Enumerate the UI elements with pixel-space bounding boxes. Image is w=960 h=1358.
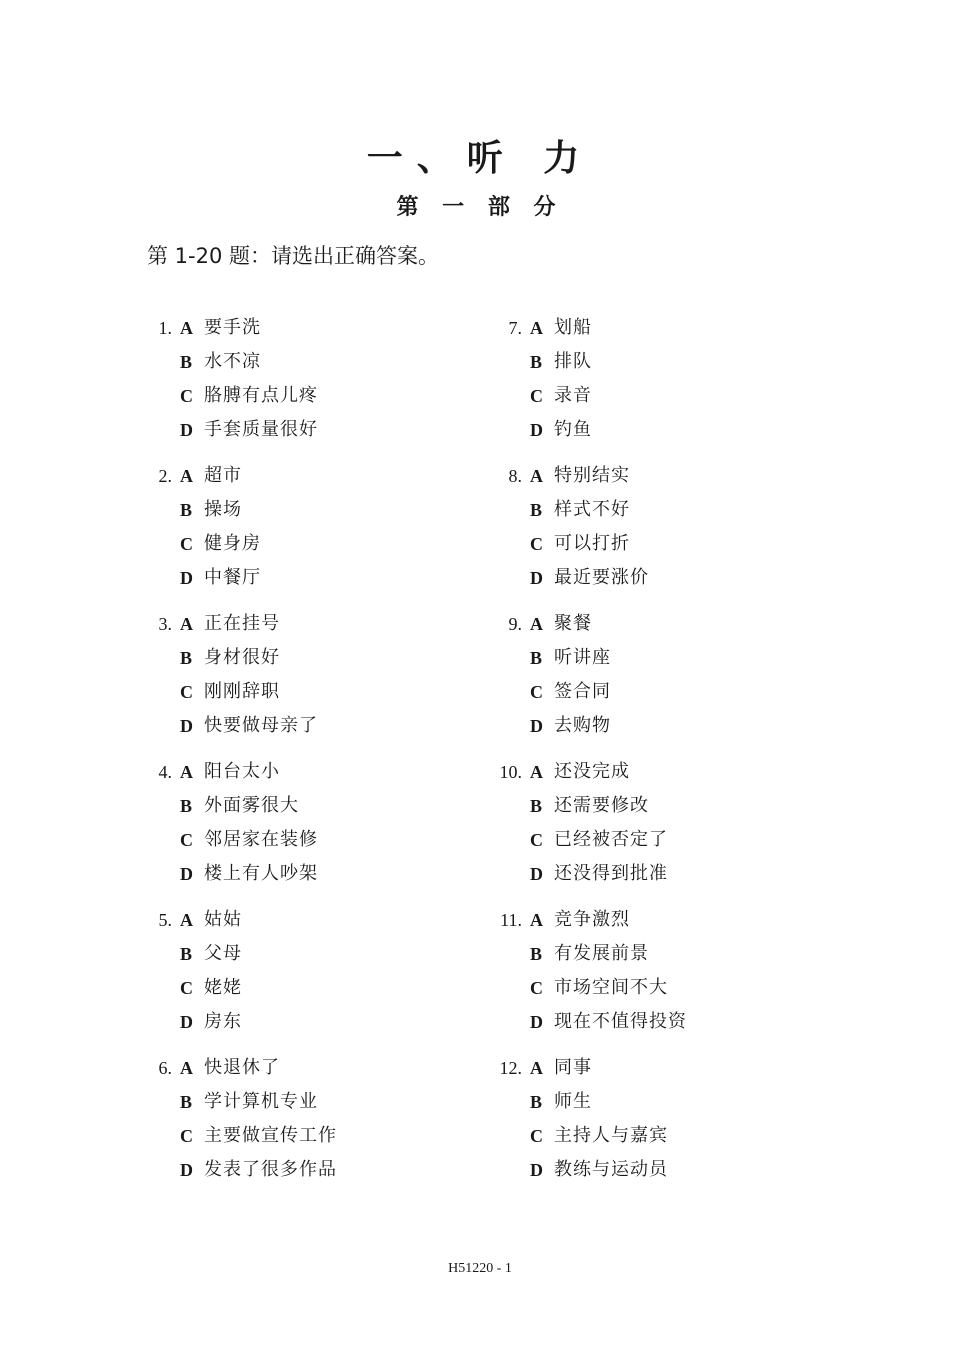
option-text: 中餐厅 [204, 567, 261, 588]
option-text: 快要做母亲了 [204, 715, 318, 736]
option-letter: C [180, 534, 193, 554]
option-text: 手套质量很好 [204, 419, 318, 440]
option-letter: D [180, 1012, 193, 1032]
option-text: 还没得到批准 [554, 863, 668, 884]
option-letter: B [530, 944, 543, 964]
option-text: 听讲座 [554, 647, 611, 668]
option-text: 学计算机专业 [204, 1091, 318, 1112]
option-text: 操场 [204, 499, 242, 520]
option-letter: C [530, 534, 543, 554]
option-letter: D [530, 1012, 543, 1032]
option-letter: D [530, 864, 543, 884]
question-number: 3. [158, 614, 172, 634]
option-letter: D [180, 864, 193, 884]
option-letter: C [530, 978, 543, 998]
option-text: 录音 [554, 385, 592, 406]
option-letter: A [530, 466, 543, 486]
option-letter: C [530, 830, 543, 850]
option-letter: A [530, 910, 543, 930]
option-text: 主要做宣传工作 [204, 1125, 337, 1146]
option-text: 房东 [204, 1011, 242, 1032]
option-text: 市场空间不大 [554, 977, 668, 998]
option-letter: B [180, 944, 193, 964]
option-letter: B [530, 1092, 543, 1112]
option-letter: A [180, 910, 193, 930]
option-letter: B [180, 1092, 193, 1112]
option-letter: D [180, 716, 193, 736]
option-text: 同事 [554, 1057, 592, 1078]
option-text: 发表了很多作品 [204, 1159, 337, 1180]
page-footer-code: H51220 - 1 [448, 1261, 512, 1276]
question-number: 5. [158, 910, 172, 930]
option-letter: A [530, 1058, 543, 1078]
option-text: 主持人与嘉宾 [554, 1125, 668, 1146]
option-letter: A [530, 614, 543, 634]
option-text: 有发展前景 [554, 943, 649, 964]
option-text: 阳台太小 [204, 761, 280, 782]
option-letter: C [530, 682, 543, 702]
instruction-text: 第 1-20 题：请选出正确答案。 [147, 244, 440, 268]
option-letter: A [180, 1058, 193, 1078]
option-letter: A [180, 466, 193, 486]
question-number: 11. [500, 910, 522, 930]
option-text: 超市 [204, 465, 242, 486]
option-letter: B [530, 796, 543, 816]
option-letter: B [180, 796, 193, 816]
option-text: 快退休了 [204, 1057, 280, 1078]
option-text: 可以打折 [554, 533, 630, 554]
option-letter: B [530, 352, 543, 372]
option-letter: B [180, 500, 193, 520]
option-text: 水不凉 [204, 351, 261, 372]
option-letter: A [180, 614, 193, 634]
option-text: 刚刚辞职 [204, 681, 280, 702]
option-text: 样式不好 [554, 499, 630, 520]
option-letter: B [530, 648, 543, 668]
option-text: 父母 [204, 943, 242, 964]
option-text: 教练与运动员 [554, 1159, 668, 1180]
option-letter: D [180, 1160, 193, 1180]
option-text: 要手洗 [204, 317, 261, 338]
option-text: 姥姥 [204, 977, 242, 998]
option-text: 楼上有人吵架 [204, 863, 318, 884]
option-letter: B [530, 500, 543, 520]
option-letter: C [530, 1126, 543, 1146]
question-number: 6. [158, 1058, 172, 1078]
option-text: 正在挂号 [204, 613, 280, 634]
option-text: 划船 [554, 317, 592, 338]
option-text: 现在不值得投资 [554, 1011, 687, 1032]
option-letter: C [180, 978, 193, 998]
question-number: 1. [158, 318, 172, 338]
option-letter: C [530, 386, 543, 406]
option-letter: D [530, 568, 543, 588]
option-letter: A [180, 318, 193, 338]
part-subtitle: 第 一 部 分 [396, 195, 564, 220]
option-text: 身材很好 [204, 647, 280, 668]
option-text: 竞争激烈 [554, 909, 630, 930]
option-letter: C [180, 1126, 193, 1146]
question-number: 2. [158, 466, 172, 486]
option-text: 还没完成 [554, 761, 630, 782]
option-letter: D [180, 420, 193, 440]
option-text: 签合同 [554, 681, 611, 702]
option-text: 最近要涨价 [554, 567, 649, 588]
option-letter: A [530, 762, 543, 782]
option-text: 还需要修改 [554, 795, 649, 816]
option-letter: A [530, 318, 543, 338]
option-letter: C [180, 386, 193, 406]
option-text: 特别结实 [554, 465, 630, 486]
option-text: 姑姑 [204, 909, 242, 930]
option-text: 胳膊有点儿疼 [204, 385, 318, 406]
option-letter: C [180, 830, 193, 850]
question-number: 12. [499, 1058, 522, 1078]
option-letter: A [180, 762, 193, 782]
option-text: 排队 [554, 351, 592, 372]
option-letter: C [180, 682, 193, 702]
question-number: 8. [508, 466, 522, 486]
option-letter: D [530, 420, 543, 440]
option-text: 外面雾很大 [204, 795, 299, 816]
option-text: 已经被否定了 [554, 829, 668, 850]
option-text: 师生 [554, 1091, 592, 1112]
option-letter: D [180, 568, 193, 588]
section-title: 一、听 力 [366, 138, 594, 179]
option-text: 钓鱼 [554, 419, 592, 440]
option-letter: B [180, 352, 193, 372]
question-number: 9. [508, 614, 522, 634]
option-text: 聚餐 [554, 613, 592, 634]
option-text: 邻居家在装修 [204, 829, 318, 850]
option-text: 健身房 [204, 533, 261, 554]
option-letter: D [530, 716, 543, 736]
option-text: 去购物 [554, 715, 611, 736]
question-number: 7. [508, 318, 522, 338]
option-letter: D [530, 1160, 543, 1180]
question-number: 10. [499, 762, 522, 782]
question-number: 4. [158, 762, 172, 782]
option-letter: B [180, 648, 193, 668]
